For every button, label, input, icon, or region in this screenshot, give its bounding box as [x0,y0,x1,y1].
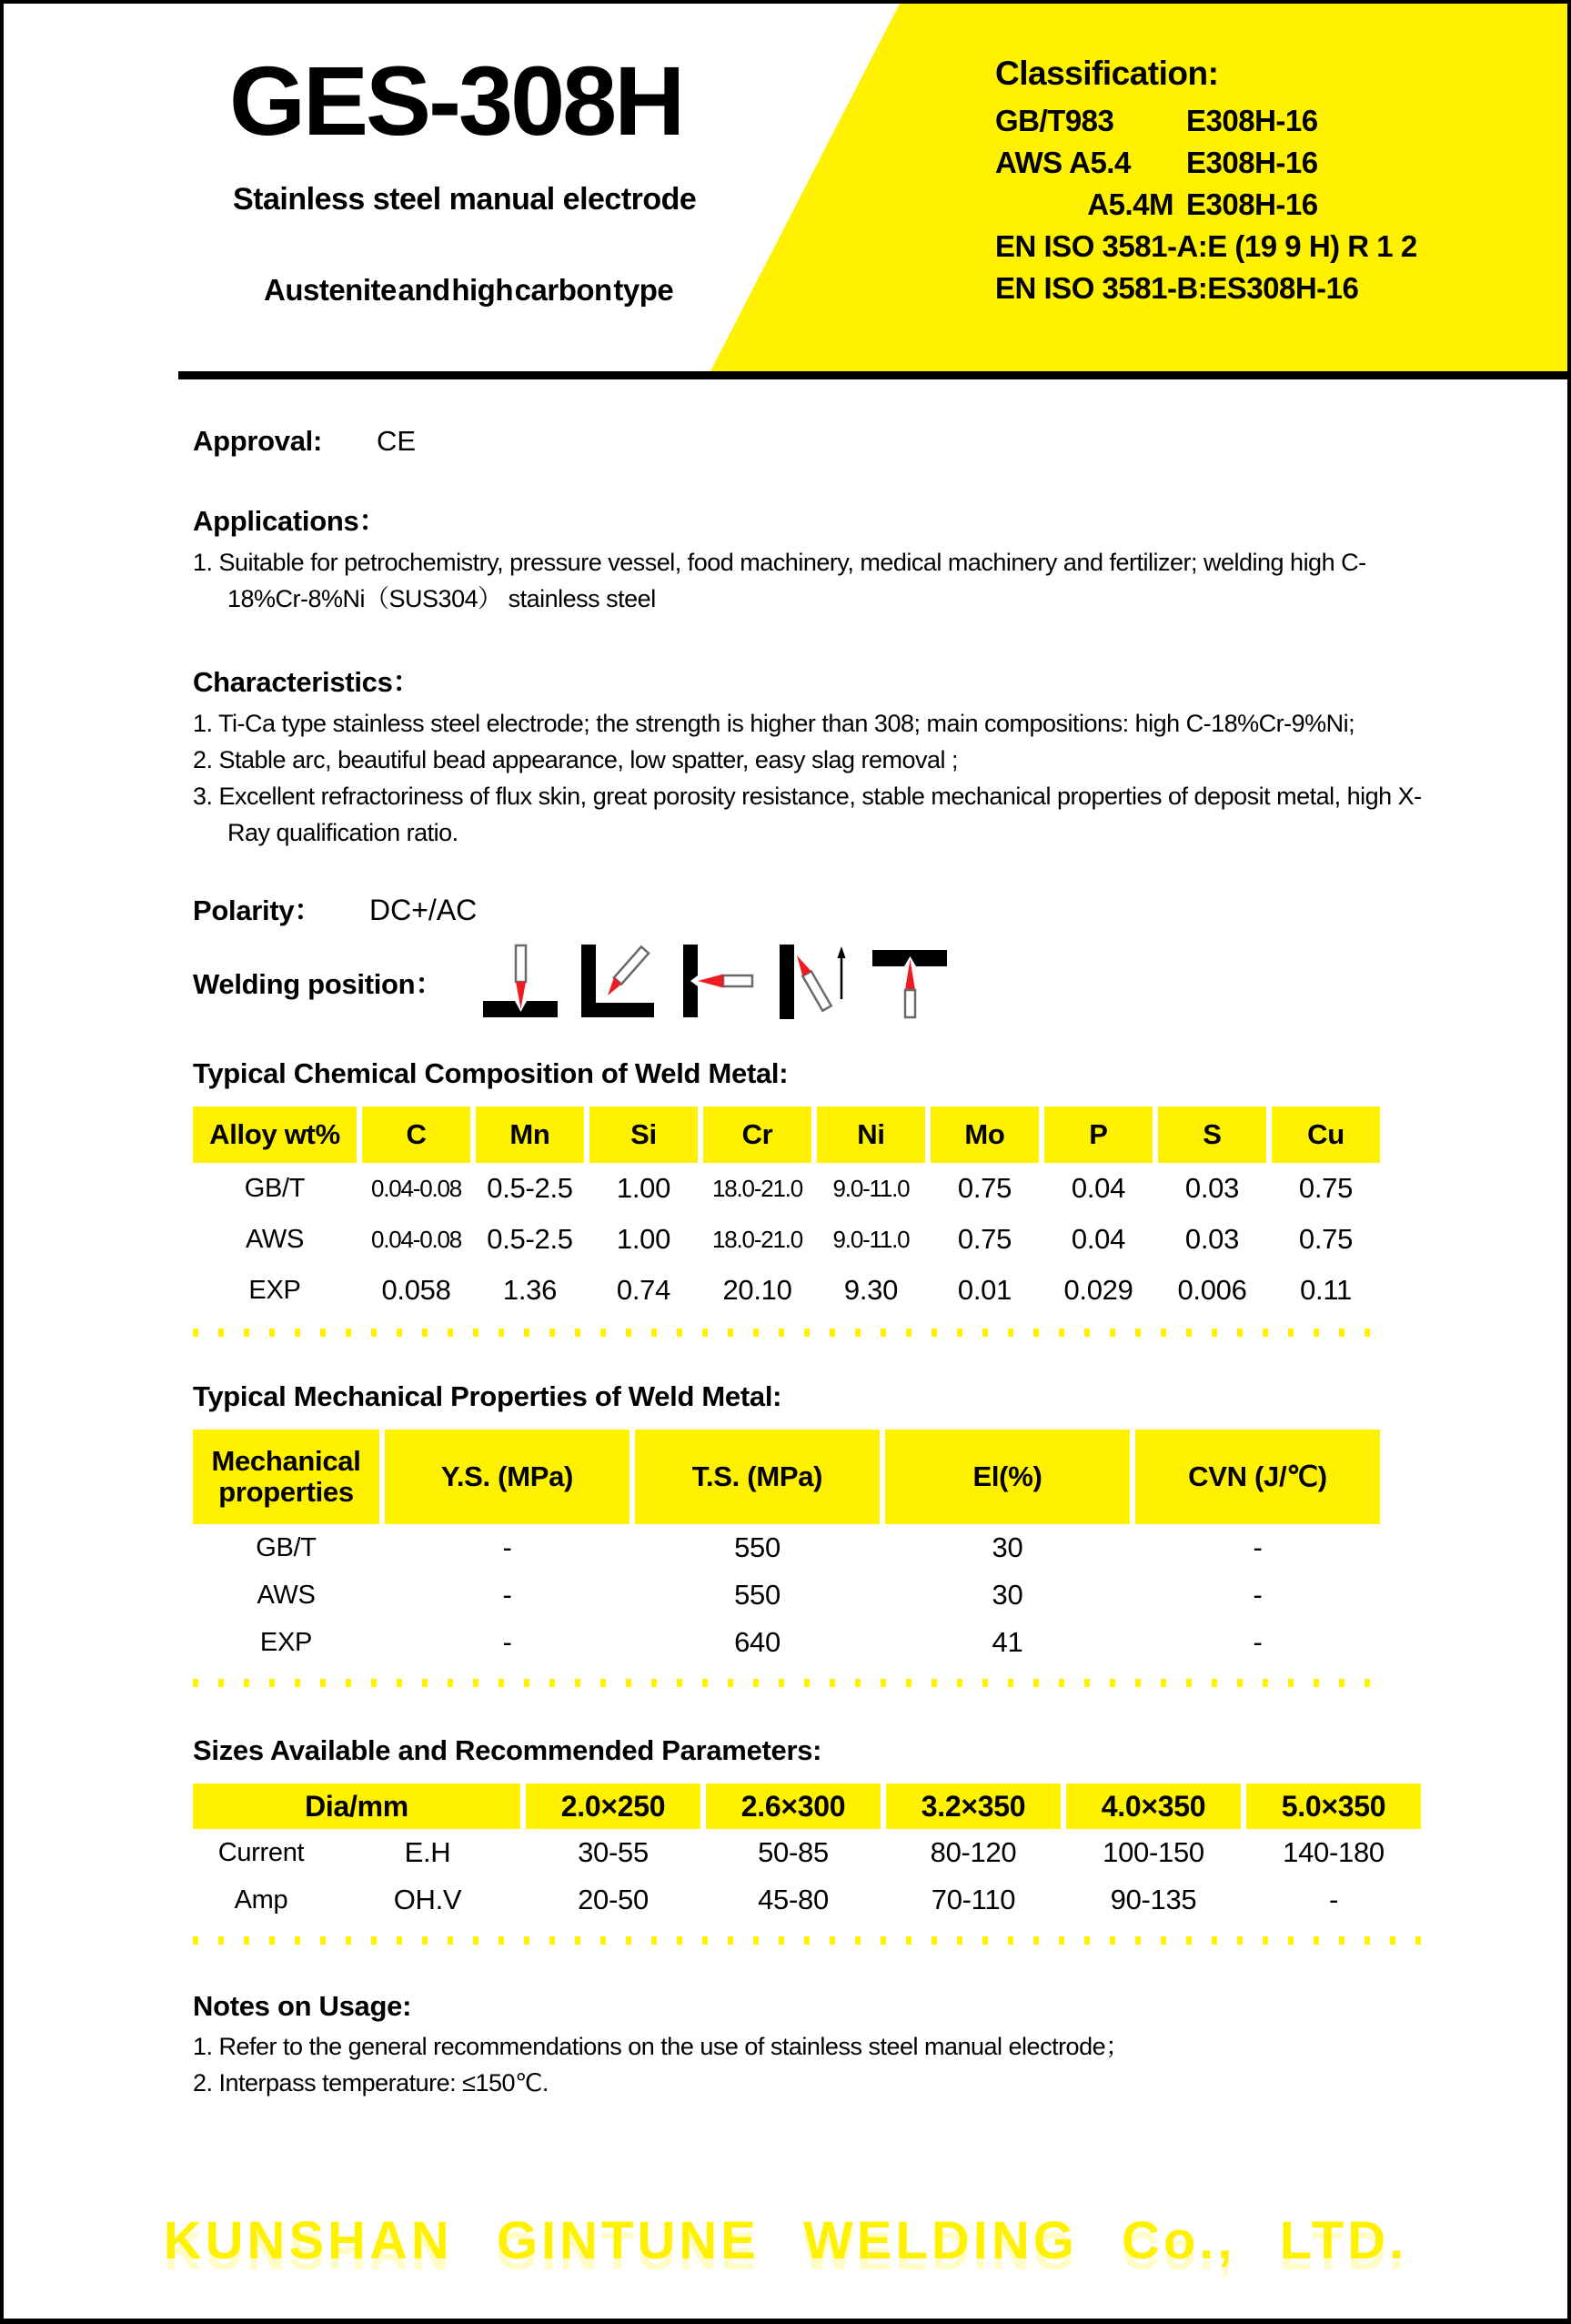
classification-rows [995,104,1417,305]
notes-title: Notes on Usage: [193,1990,412,2022]
horizontal-position-icon [674,943,756,1019]
table-cell: 0.03 [1184,1223,1240,1255]
table-cell: 30 [992,1579,1023,1611]
classification-block [995,55,1417,305]
table-cell: - [502,1531,512,1563]
table-cell: 0.75 [1298,1172,1354,1204]
list-item: 2. Interpass temperature: ≤150℃. [193,2069,549,2097]
notes-section [193,1990,1442,2101]
chemical-table-title: Typical Chemical Composition of Weld Metal: [193,1057,789,1089]
classification-label: EN ISO 3581-A:E (19 9 H) R 1 2 [995,229,1417,263]
table-cell: EXP [248,1275,301,1305]
classification-value: E308H-16 [1186,187,1318,221]
applications-list [193,544,1442,617]
table-cell: 0.75 [1298,1223,1354,1255]
table-cell: 0.11 [1300,1274,1352,1306]
table-cell: 550 [734,1531,780,1563]
table-cell: 20-50 [578,1884,649,1915]
chemical-composition-section [193,1057,1442,1337]
sizes-table [193,1783,1421,1924]
product-subtitle-1: Stainless steel manual electrode [233,182,697,217]
table-cell: 0.5-2.5 [487,1223,573,1255]
header [4,4,1567,379]
column-header: Y.S. (MPa) [385,1430,629,1524]
approval-row [193,425,1442,458]
classification-label: GB/T983 [995,104,1114,137]
table-cell: 0.058 [381,1274,451,1306]
table-cell: 20.10 [722,1274,792,1306]
fillet-position-icon [576,943,658,1019]
applications-title: Applications： [193,505,388,537]
table-cell: AWS [257,1580,316,1610]
overhead-position-icon [871,943,949,1019]
table-cell: - [502,1579,512,1611]
column-header: Cr [703,1106,811,1163]
table-cell: 100-150 [1103,1836,1204,1868]
notes-list [193,2028,1442,2101]
table-cell: 0.04-0.08 [370,1174,462,1202]
list-item: 2. Stable arc, beautiful bead appearance, low spatter, easy slag removal ; [193,746,959,773]
column-header: Si [589,1106,698,1163]
list-item: 3. Excellent refractoriness of flux skin, great porosity resistance, stable mechanical properties of deposit metal, high X-Ray qualification ratio. [193,783,1422,846]
characteristics-section [193,659,1442,851]
table-cell: 0.03 [1184,1172,1240,1204]
column-header: C [362,1106,470,1163]
table-cell: 0.01 [957,1274,1012,1306]
column-header: Ni [817,1106,925,1163]
flat-position-icon [481,943,559,1019]
main-content [4,379,1567,2101]
classification-value: E308H-16 [1186,104,1318,137]
table-cell: 9.30 [843,1274,899,1306]
column-header: P [1044,1106,1153,1163]
sizes-parameters-section [193,1734,1442,1945]
table-cell: 70-110 [931,1884,1016,1915]
table-cell: 0.006 [1177,1274,1247,1306]
column-header: Dia/mm [193,1783,520,1829]
column-header: 4.0×350 [1066,1783,1241,1829]
welding-position-icons [481,943,949,1019]
column-header: Mo [931,1106,1039,1163]
table-cell: Current [217,1837,305,1867]
table-cell: - [1253,1626,1263,1658]
column-header: S [1158,1106,1266,1163]
vertical-up-position-icon [772,943,854,1019]
table-cell: 30-55 [578,1836,649,1868]
product-subtitle-2: Austenite and high carbon type [264,273,674,307]
table-cell: 50-85 [758,1836,829,1868]
table-cell: AWS [245,1224,305,1254]
list-item: 1. Suitable for petrochemistry, pressure vessel, food machinery, medical machinery and fertilizer; welding high C-18%Cr-8%Ni（SUS304） stainless steel [193,549,1366,612]
column-header: CVN (J/℃) [1135,1430,1380,1524]
dotted-separator [193,1329,1380,1337]
welding-position-row [193,943,1442,1019]
classification-label: EN ISO 3581-B:ES308H-16 [995,271,1359,305]
mechanical-properties-section [193,1380,1442,1687]
table-cell: 9.0-11.0 [832,1225,910,1253]
table-cell: GB/T [256,1532,317,1562]
table-cell: EXP [259,1627,313,1657]
table-cell: 0.74 [616,1274,671,1306]
column-header: Mechanical properties [193,1430,379,1524]
dotted-separator [193,1936,1421,1945]
table-cell: 90-135 [1110,1884,1197,1915]
product-title: GES-308H [229,45,683,156]
table-cell: GB/T [244,1173,306,1203]
table-cell: 9.0-11.0 [832,1174,910,1202]
table-cell: 0.04-0.08 [370,1225,462,1253]
table-cell: 1.00 [616,1172,671,1204]
table-cell: 0.75 [957,1223,1012,1255]
chemical-table [193,1106,1380,1316]
table-cell: 80-120 [930,1836,1017,1868]
column-header: Cu [1272,1106,1380,1163]
table-cell: 0.04 [1071,1172,1126,1204]
column-header: T.S. (MPa) [635,1430,880,1524]
dotted-separator [193,1679,1380,1687]
table-cell: 1.00 [616,1223,671,1255]
table-cell: - [1253,1579,1263,1611]
welding-position-label: Welding position： [193,967,444,1000]
classification-title: Classification: [995,55,1219,92]
column-header: Alloy wt% [193,1106,357,1163]
table-cell: 0.04 [1071,1223,1126,1255]
polarity-label: Polarity： [193,894,323,926]
classification-label: A5.4M [1087,187,1173,221]
column-header: El(%) [885,1430,1130,1524]
table-cell: 30 [992,1531,1023,1563]
mechanical-table [193,1430,1380,1666]
polarity-row [193,887,1442,928]
table-cell: 1.36 [502,1274,558,1306]
column-header: 2.0×250 [526,1783,700,1829]
mechanical-table-title: Typical Mechanical Properties of Weld Metal: [193,1380,782,1412]
table-cell: 640 [734,1626,780,1658]
column-header: 5.0×350 [1246,1783,1421,1829]
characteristics-list [193,705,1442,851]
table-cell: - [502,1626,512,1658]
list-item: 1. Ti-Ca type stainless steel electrode; the strength is higher than 308; main compositions: high C-18%Cr-9%Ni; [193,710,1355,737]
classification-value: E308H-16 [1186,146,1318,179]
table-cell: 41 [992,1626,1023,1658]
header-divider-bar [178,371,1567,379]
table-cell: 18.0-21.0 [711,1225,803,1253]
column-header: 3.2×350 [886,1783,1061,1829]
characteristics-title: Characteristics： [193,666,421,698]
company-name: KUNSHAN GINTUNE WELDING Co., LTD. [163,2211,1408,2270]
approval-value: CE [376,425,417,457]
table-cell: - [1253,1531,1263,1563]
list-item: 1. Refer to the general recommendations on the use of stainless steel manual electrode； [193,2033,1130,2060]
sizes-table-title: Sizes Available and Recommended Parameters: [193,1734,822,1766]
column-header: 2.6×300 [706,1783,881,1829]
table-cell: 550 [734,1579,780,1611]
classification-label: AWS A5.4 [995,146,1131,179]
table-cell: 18.0-21.0 [711,1174,803,1202]
table-cell: 140-180 [1283,1836,1385,1868]
polarity-value: DC+/AC [369,894,478,926]
applications-section [193,498,1442,617]
table-cell: 0.75 [957,1172,1012,1204]
table-cell: 0.5-2.5 [487,1172,573,1204]
column-header: Mn [476,1106,584,1163]
table-cell: 45-80 [758,1884,829,1915]
table-cell: OH.V [393,1884,462,1915]
table-cell: Amp [234,1884,288,1915]
approval-label: Approval: [193,425,322,457]
table-cell: 0.029 [1063,1274,1133,1306]
table-cell: E.H [404,1836,451,1868]
table-cell: - [1328,1884,1339,1915]
